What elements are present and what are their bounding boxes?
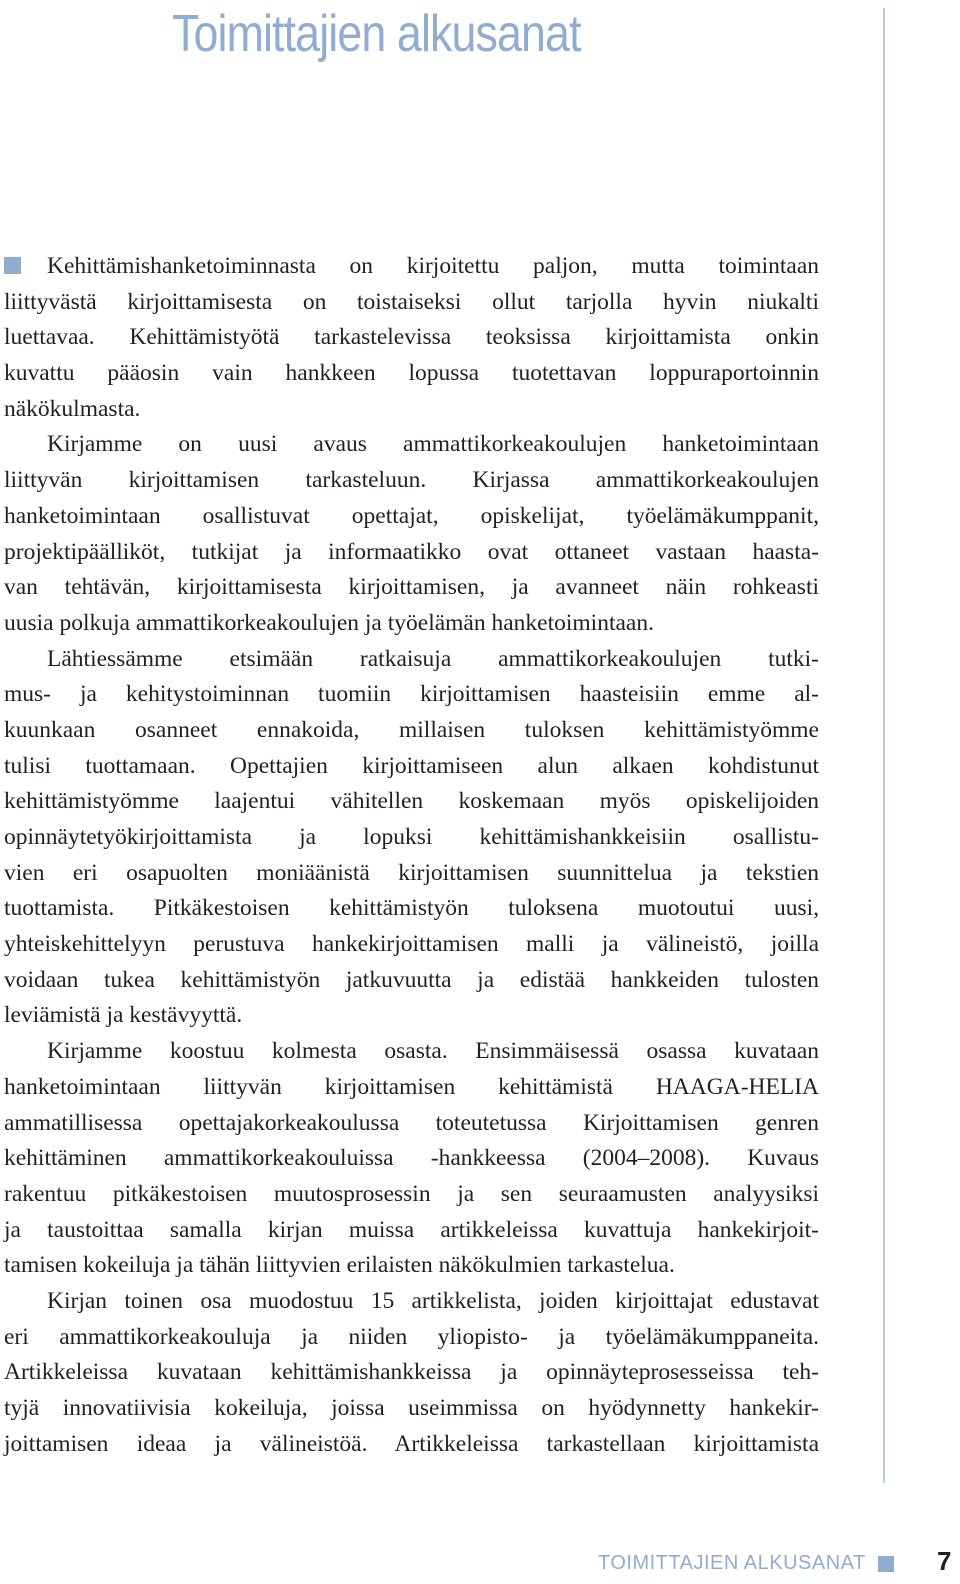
text-line: rakentuu pitkäkestoisen muutosprosessin ja sen seuraamusten analyysiksi [4,1180,819,1207]
text-line: Kirjamme koostuu kolmesta osasta. Ensimmäisessä osassa kuvataan [47,1038,819,1065]
text-line: Kirjamme on uusi avaus ammattikorkeakoulujen hanketoimintaan [47,431,819,458]
page-title: Toimittajien alkusanat [172,5,581,63]
paragraph-marker-icon [4,257,21,274]
text-line: eri ammattikorkeakouluja ja niiden yliopisto- ja työelämäkumppaneita. [4,1323,819,1350]
text-line: Artikkeleissa kuvataan kehittämishankkeissa ja opinnäyteprosesseissa teh- [4,1359,819,1386]
text-line: yhteiskehittelyyn perustuva hankekirjoittamisen malli ja välineistö, joilla [4,931,819,958]
body-text [4,249,819,1462]
text-line: uusia polkuja ammattikorkeakoulujen ja työelämän hanketoimintaan. [4,609,654,636]
text-line: hanketoimintaan liittyvän kirjoittamisen kehittämistä HAAGA-HELIA [4,1073,819,1100]
margin-rule [883,8,885,1483]
text-line: leviämistä ja kestävyyttä. [4,1002,243,1029]
text-line: liittyvästä kirjoittamisesta on toistaiseksi ollut tarjolla hyvin niukalti [4,288,819,315]
text-line: kuvattu pääosin vain hankkeen lopussa tuotettavan loppuraportoinnin [4,360,819,387]
text-line: kehittämistyömme laajentui vähitellen koskemaan myös opiskelijoiden [4,788,819,815]
text-line: tyjä innovatiivisia kokeiluja, joissa useimmissa on hyödynnetty hankekir- [4,1395,819,1421]
text-line: voidaan tukea kehittämistyön jatkuvuutta ja edistää hankkeiden tulosten [4,966,819,993]
text-line: luettavaa. Kehittämistyötä tarkastelevissa teoksissa kirjoittamista onkin [4,324,819,351]
text-line: hanketoimintaan osallistuvat opettajat, opiskelijat, työelämäkumppanit, [4,502,819,529]
text-line: ja taustoittaa samalla kirjan muissa artikkeleissa kuvattuja hankekirjoit- [4,1216,819,1243]
text-line: joittamisen ideaa ja välineistöä. Artikkeleissa tarkastellaan kirjoittamista [4,1430,819,1457]
text-line: kuunkaan osanneet ennakoida, millaisen tuloksen kehittämistyömme [4,716,819,743]
text-line: projektipäälliköt, tutkijat ja informaatikko ovat ottaneet vastaan haasta- [4,538,819,565]
text-line: mus- ja kehitystoiminnan tuomiin kirjoittamisen haasteisiin emme al- [4,681,819,708]
text-line: opinnäytetyökirjoittamista ja lopuksi kehittämishankkeisiin osallistu- [4,824,819,850]
page-number: 7 [937,1546,952,1576]
text-line: van tehtävän, kirjoittamisesta kirjoittamisen, ja avanneet näin rohkeasti [4,574,819,601]
text-line: tuottamista. Pitkäkestoisen kehittämistyön tuloksena muotoutui uusi, [4,895,819,922]
running-footer: TOIMITTAJIEN ALKUSANAT [598,1552,866,1574]
text-line: tamisen kokeiluja ja tähän liittyvien erilaisten näkökulmien tarkastelua. [4,1252,675,1279]
text-line: vien eri osapuolten moniäänistä kirjoittamisen suunnittelua ja tekstien [4,859,819,886]
text-line: Lähtiessämme etsimään ratkaisuja ammattikorkeakoulujen tutki- [47,645,819,672]
text-line: näkökulmasta. [4,395,141,422]
text-line: Kehittämishanketoiminnasta on kirjoitettu paljon, mutta toimintaan [4,249,819,285]
text-line: kehittäminen ammattikorkeakouluissa -hankkeessa (2004–2008). Kuvaus [4,1145,819,1172]
text-line: ammatillisessa opettajakorkeakoulussa toteutetussa Kirjoittamisen genren [4,1109,819,1136]
footer-marker-icon [878,1556,894,1572]
text-line: liittyvän kirjoittamisen tarkasteluun. Kirjassa ammattikorkeakoulujen [4,467,819,494]
text-line: Kirjan toinen osa muodostuu 15 artikkelista, joiden kirjoittajat edustavat [47,1287,819,1314]
text-line: tulisi tuottamaan. Opettajien kirjoittamiseen alun alkaen kohdistunut [4,752,819,779]
